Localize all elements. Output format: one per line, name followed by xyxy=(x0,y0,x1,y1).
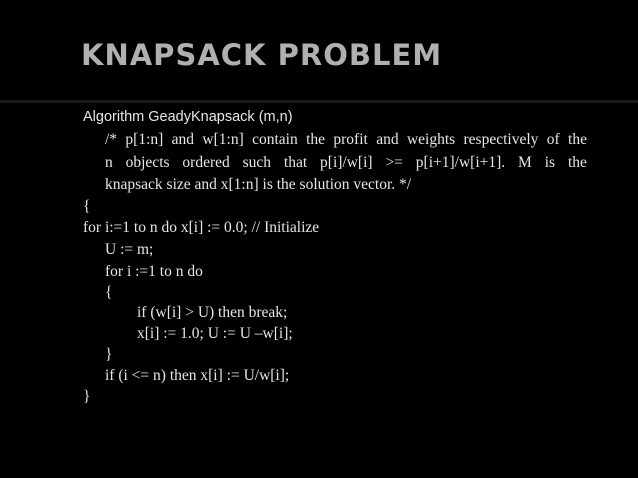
title-band xyxy=(0,0,638,100)
assign-line: x[i] := 1.0; U := U –w[i]; xyxy=(137,325,293,342)
if-break-line: if (w[i] > U) then break; xyxy=(137,304,288,321)
loop-close-brace: } xyxy=(105,346,113,363)
comment-word: and xyxy=(171,131,195,148)
comment-word: such xyxy=(242,154,272,171)
comment-word: the xyxy=(306,131,326,148)
comment-word: the xyxy=(567,154,587,171)
close-brace: } xyxy=(83,388,91,405)
comment-line-3: knapsack size and x[1:n] is the solution vector. */ xyxy=(105,176,412,193)
open-brace: { xyxy=(83,198,91,215)
comment-line-1 xyxy=(105,130,587,150)
comment-word: weights xyxy=(406,131,456,148)
final-if-line: if (i <= n) then x[i] := U/w[i]; xyxy=(105,367,290,384)
algorithm-header: Algorithm GeadyKnapsack (m,n) xyxy=(83,109,293,125)
comment-word: that xyxy=(283,154,308,171)
init-loop-line: for i:=1 to n do x[i] := 0.0; // Initialize xyxy=(83,219,320,236)
comment-word: contain xyxy=(252,131,298,148)
slide-title: KNAPSACK PROBLEM xyxy=(81,38,443,72)
comment-word: is xyxy=(544,154,556,171)
comment-word: p[i]/w[i] xyxy=(320,154,373,171)
comment-word: and xyxy=(376,131,399,148)
comment-word: /* xyxy=(105,131,118,148)
comment-word: ordered xyxy=(182,154,230,171)
comment-word: >= xyxy=(385,154,403,171)
comment-word: n xyxy=(105,154,113,171)
comment-word: the xyxy=(568,131,587,148)
comment-word: of xyxy=(546,131,560,148)
comment-word: objects xyxy=(125,154,170,171)
comment-word: p[i+1]/w[i+1]. xyxy=(415,154,506,171)
u-assign-line: U := m; xyxy=(105,241,154,258)
comment-word: p[1:n] xyxy=(125,131,164,148)
main-loop-line: for i :=1 to n do xyxy=(105,263,203,280)
loop-open-brace: { xyxy=(105,284,113,301)
comment-word: M xyxy=(518,154,532,171)
comment-line-2 xyxy=(105,153,587,173)
comment-word: w[1:n] xyxy=(202,131,244,148)
comment-word: profit xyxy=(333,131,368,148)
comment-word: respectively xyxy=(463,131,539,148)
code-block xyxy=(0,103,638,478)
